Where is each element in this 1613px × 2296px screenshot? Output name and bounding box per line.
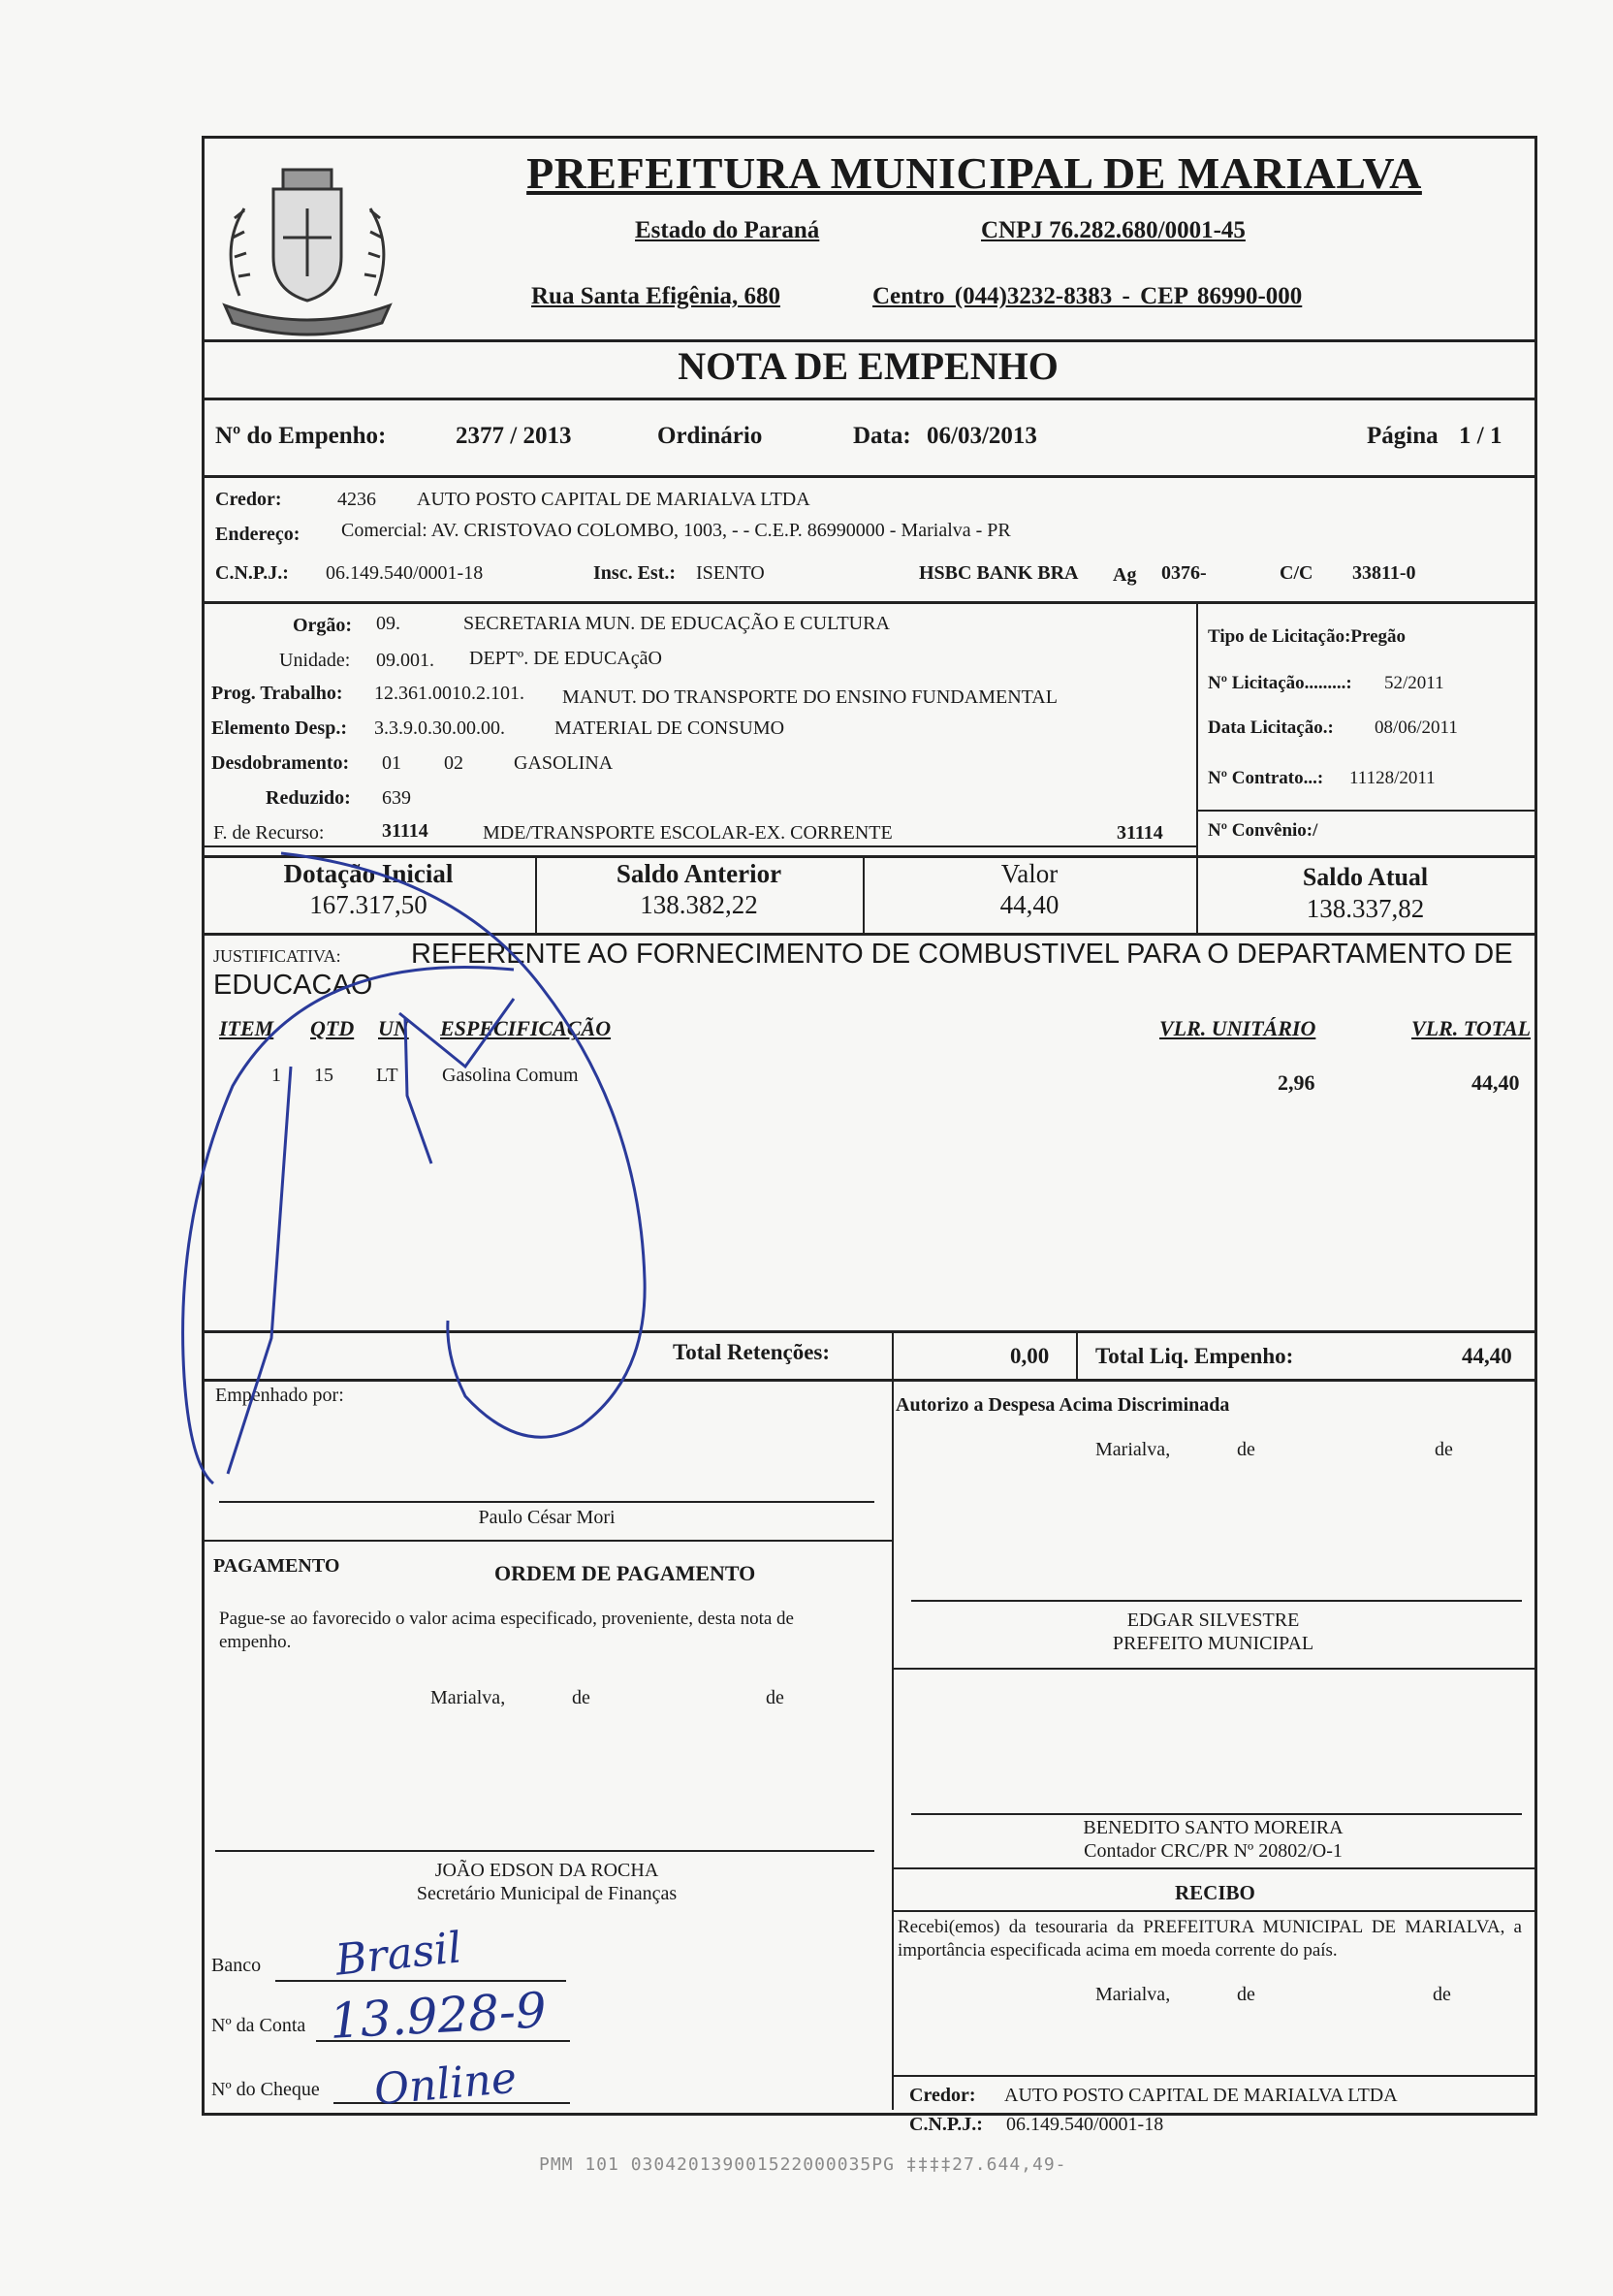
pagamento-label: PAGAMENTO	[213, 1555, 340, 1577]
col-unit: VLR. UNITÁRIO	[1159, 1016, 1316, 1040]
empenhado-name: Paulo César Mori	[478, 1507, 616, 1528]
row-spec: Gasolina Comum	[442, 1065, 579, 1086]
recibo-text: Recebi(emos) da tesouraria da PREFEITURA MUNICIPAL DE MARIALVA, a importância especificada acima em moeda corrente do país.	[898, 1917, 1522, 1961]
ordem-pagamento: ORDEM DE PAGAMENTO	[494, 1561, 756, 1585]
reduzido-value: 639	[382, 787, 411, 809]
empenho-number-label: Nº do Empenho:	[215, 423, 387, 449]
saldo-anterior-label: Saldo Anterior	[616, 859, 782, 888]
saldo-atual-label: Saldo Atual	[1302, 863, 1429, 891]
retencoes-label: Total Retenções:	[673, 1340, 831, 1364]
justificativa-text-1: REFERENTE AO FORNECIMENTO DE COMBUSTIVEL PARA O DEPARTAMENTO DE	[411, 939, 1513, 970]
saldo-anterior-value: 138.382,22	[640, 890, 758, 919]
credor-name: AUTO POSTO CAPITAL DE MARIALVA LTDA	[417, 489, 810, 510]
justificativa-label: JUSTIFICATIVA:	[213, 946, 341, 966]
empenho-date-label: Data:	[853, 423, 911, 449]
col-spec: ESPECIFICAÇÃO	[440, 1016, 612, 1040]
autorizo-de-1: de	[1237, 1439, 1255, 1460]
header-street: Rua Santa Efigênia, 680	[531, 283, 780, 309]
coat-of-arms-seal	[206, 150, 409, 344]
unidade-name: DEPTº. DE EDUCAçãO	[469, 648, 662, 669]
unidade-label: Unidade:	[279, 650, 351, 671]
recibo-cnpj-label: C.N.P.J.:	[909, 2114, 983, 2135]
fonte-label: F. de Recurso:	[213, 822, 325, 844]
row-item: 1	[271, 1065, 281, 1086]
dotacao-label: Dotação Inicial	[283, 859, 454, 888]
desd-label: Desdobramento:	[211, 752, 350, 774]
licitacao-num-label: Nº Licitação.........:	[1208, 673, 1352, 693]
recibo-city: Marialva,	[1095, 1984, 1171, 2005]
contador-role: Contador CRC/PR Nº 20802/O-1	[1084, 1840, 1343, 1862]
credor-cnpj: 06.149.540/0001-18	[326, 562, 484, 584]
row-total: 44,40	[1471, 1070, 1520, 1095]
recibo-label: RECIBO	[1175, 1881, 1255, 1904]
document-title: NOTA DE EMPENHO	[678, 344, 1059, 388]
col-qtd: QTD	[310, 1016, 355, 1040]
pagamento-de-1: de	[572, 1687, 590, 1708]
recibo-de-1: de	[1237, 1984, 1255, 2005]
page-number: 1 / 1	[1459, 423, 1502, 449]
orgao-code: 09.	[376, 613, 400, 634]
autorizo-city: Marialva,	[1095, 1439, 1171, 1460]
row-unit: 2,96	[1278, 1070, 1315, 1095]
elem-name: MATERIAL DE CONSUMO	[554, 718, 785, 739]
fonte-name: MDE/TRANSPORTE ESCOLAR-EX. CORRENTE	[483, 822, 893, 844]
orgao-label: Orgão:	[293, 615, 353, 636]
fonte-code: 31114	[382, 820, 428, 842]
saldo-atual-value: 138.337,82	[1306, 894, 1425, 923]
prog-name: MANUT. DO TRANSPORTE DO ENSINO FUNDAMENTAL	[562, 686, 1058, 708]
contador-name: BENEDITO SANTO MOREIRA	[1083, 1817, 1344, 1838]
address-label: Endereço:	[215, 524, 300, 545]
col-item: ITEM	[219, 1016, 274, 1040]
header-title: PREFEITURA MUNICIPAL DE MARIALVA	[526, 148, 1422, 198]
licitacao-num: 52/2011	[1384, 673, 1444, 693]
prefeito-name: EDGAR SILVESTRE	[1126, 1610, 1300, 1631]
page-label: Página	[1367, 423, 1439, 449]
ag-label: Ag	[1113, 564, 1137, 586]
secretario-name: JOÃO EDSON DA ROCHA	[434, 1860, 659, 1881]
bank-name: HSBC BANK BRA	[919, 562, 1079, 584]
pagamento-text: Pague-se ao favorecido o valor acima especificado, proveniente, desta nota de empenho.	[219, 1609, 794, 1652]
cc-label: C/C	[1280, 562, 1313, 584]
elem-label: Elemento Desp.:	[211, 718, 347, 739]
contrato-label: Nº Contrato...:	[1208, 768, 1324, 788]
handwritten-conta: 13.928-9	[328, 1982, 549, 2050]
cnpj-label: C.N.P.J.:	[215, 562, 289, 584]
row-un: LT	[376, 1065, 398, 1086]
licitacao-data: 08/06/2011	[1375, 718, 1458, 738]
conta-label: Nº da Conta	[211, 2015, 306, 2036]
autorizo-text: Autorizo a Despesa Acima Discriminada	[896, 1394, 1230, 1416]
credor-code: 4236	[337, 489, 376, 510]
empenho-type: Ordinário	[657, 423, 763, 449]
cc-value: 33811-0	[1352, 562, 1416, 584]
row-qtd: 15	[314, 1065, 333, 1086]
contrato-value: 11128/2011	[1349, 768, 1436, 788]
unidade-code: 09.001.	[376, 650, 434, 671]
ie-label: Insc. Est.:	[593, 562, 677, 584]
orgao-name: SECRETARIA MUN. DE EDUCAÇÃO E CULTURA	[463, 613, 890, 634]
pagamento-de-2: de	[766, 1687, 784, 1708]
liquido-label: Total Liq. Empenho:	[1095, 1344, 1294, 1368]
credor-label: Credor:	[215, 489, 282, 510]
handwritten-banco: Brasil	[332, 1923, 464, 1986]
pagamento-city: Marialva,	[430, 1687, 506, 1708]
col-total: VLR. TOTAL	[1411, 1016, 1532, 1040]
recibo-cnpj: 06.149.540/0001-18	[1006, 2114, 1164, 2135]
valor-label: Valor	[1000, 859, 1059, 888]
justificativa-text-2: EDUCACAO	[213, 970, 373, 1001]
header-cnpj: CNPJ 76.282.680/0001-45	[981, 217, 1246, 243]
handwritten-cheque: Online	[372, 2053, 519, 2116]
fonte-code-2: 31114	[1117, 822, 1163, 844]
autorizo-de-2: de	[1435, 1439, 1453, 1460]
header-address: Centro (044)3232-8383 - CEP 86990-000	[872, 283, 1303, 309]
banco-label: Banco	[211, 1955, 262, 1976]
tipo-licitacao: Tipo de Licitação:Pregão	[1208, 626, 1407, 647]
cheque-label: Nº do Cheque	[211, 2079, 320, 2100]
desd-b: 02	[444, 752, 463, 774]
elem-code: 3.3.9.0.30.00.00.	[374, 718, 505, 739]
empenho-number: 2377 / 2013	[456, 423, 572, 449]
recibo-de-2: de	[1433, 1984, 1451, 2005]
licitacao-data-label: Data Licitação.:	[1208, 718, 1334, 738]
secretario-role: Secretário Municipal de Finanças	[416, 1883, 678, 1904]
empenho-date: 06/03/2013	[927, 423, 1037, 449]
dotacao-value: 167.317,50	[309, 890, 427, 919]
credor-ie: ISENTO	[696, 562, 765, 584]
convenio: Nº Convênio:/	[1208, 820, 1318, 841]
prog-code: 12.361.0010.2.101.	[374, 683, 524, 704]
ag-value: 0376-	[1161, 562, 1207, 584]
header-state: Estado do Paraná	[635, 217, 820, 243]
desd-a: 01	[382, 752, 401, 774]
col-un: UN	[378, 1016, 409, 1040]
retencoes-value: 0,00	[1010, 1344, 1050, 1368]
prog-label: Prog. Trabalho:	[211, 683, 343, 704]
recibo-credor-label: Credor:	[909, 2085, 976, 2106]
prefeito-role: PREFEITO MUNICIPAL	[1112, 1633, 1314, 1654]
footer-code: PMM 101 030420139001522000035PG ‡‡‡‡27.644,49-	[539, 2154, 1067, 2175]
empenhado-label: Empenhado por:	[215, 1385, 344, 1406]
desd-name: GASOLINA	[514, 752, 614, 774]
recibo-credor: AUTO POSTO CAPITAL DE MARIALVA LTDA	[1004, 2085, 1398, 2106]
valor-value: 44,40	[999, 890, 1060, 919]
liquido-value: 44,40	[1462, 1344, 1512, 1368]
reduzido-label: Reduzido:	[266, 787, 351, 809]
credor-address: Comercial: AV. CRISTOVAO COLOMBO, 1003, - - C.E.P. 86990000 - Marialva - PR	[341, 520, 1011, 541]
